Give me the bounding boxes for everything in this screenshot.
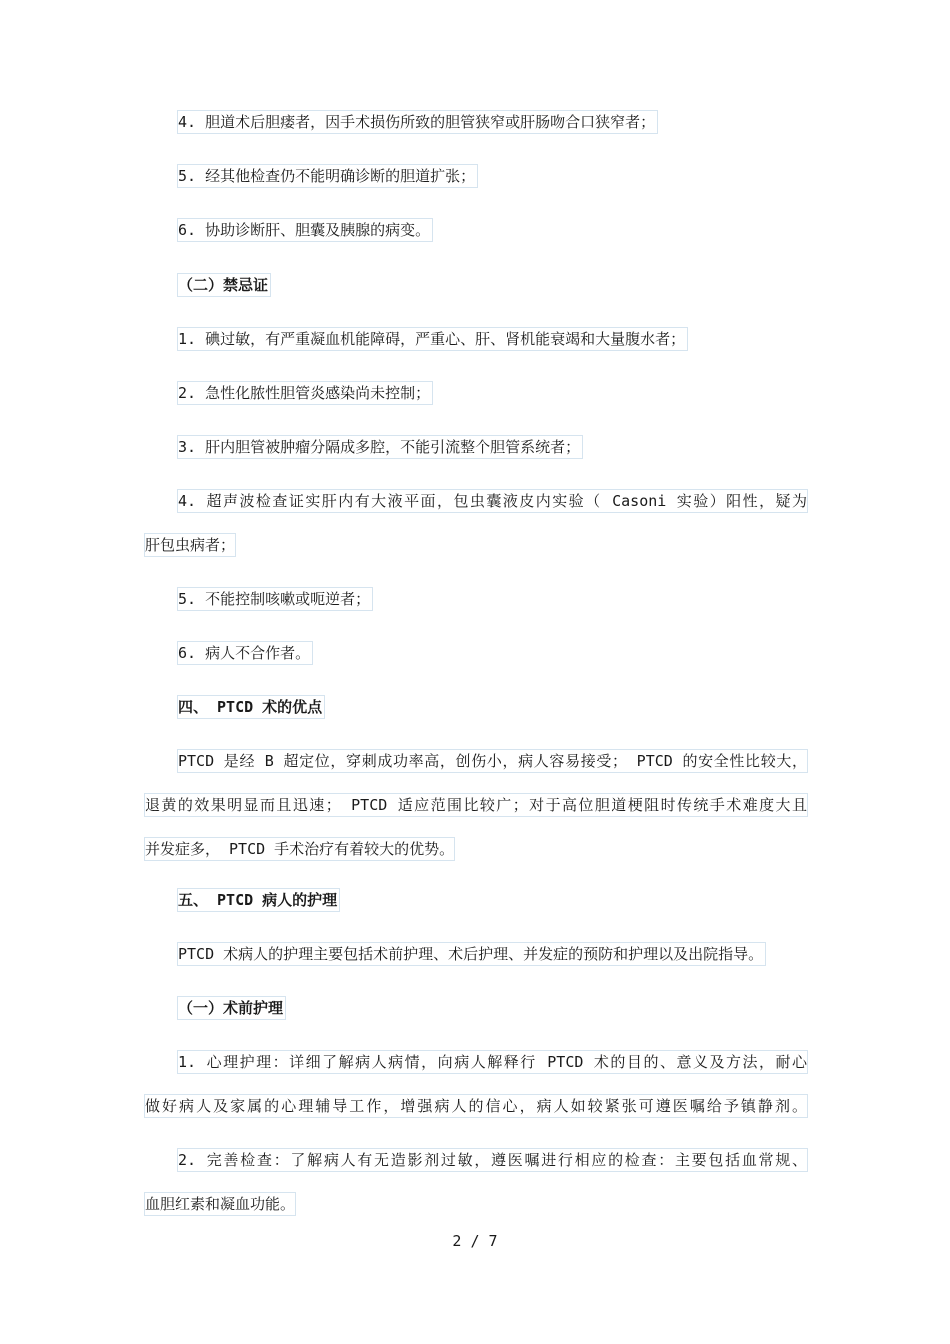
preop-item-2 xyxy=(144,1148,808,1214)
indication-item-5: 5. 经其他检查仍不能明确诊断的胆道扩张； xyxy=(177,164,478,188)
paragraph-line: 并发症多， PTCD 手术治疗有着较大的优势。 xyxy=(144,837,455,861)
contraindication-item-6: 6. 病人不合作者。 xyxy=(177,641,313,665)
preop-item-1 xyxy=(144,1050,808,1116)
section-heading-advantages: 四、 PTCD 术的优点 xyxy=(177,695,325,719)
section-heading-nursing: 五、 PTCD 病人的护理 xyxy=(177,888,340,912)
section-heading-contraindications: （二）禁忌证 xyxy=(177,273,271,297)
paragraph-line: 做好病人及家属的心理辅导工作，增强病人的信心，病人如较紧张可遵医嘱给予镇静剂。 xyxy=(144,1094,808,1118)
contraindication-item-3: 3. 肝内胆管被肿瘤分隔成多腔，不能引流整个胆管系统者； xyxy=(177,435,583,459)
contraindication-item-2: 2. 急性化脓性胆管炎感染尚未控制； xyxy=(177,381,433,405)
contraindication-item-1: 1. 碘过敏，有严重凝血机能障碍，严重心、肝、肾机能衰竭和大量腹水者； xyxy=(177,327,688,351)
advantages-paragraph xyxy=(144,749,808,859)
paragraph-line: 1. 心理护理：详细了解病人病情，向病人解释行 PTCD 术的目的、意义及方法，耐心 xyxy=(177,1050,808,1074)
paragraph-line: PTCD 是经 B 超定位，穿刺成功率高，创伤小，病人容易接受； PTCD 的安全性比较大， xyxy=(177,749,808,773)
paragraph-line: 肝包虫病者； xyxy=(144,533,236,557)
paragraph-line: 血胆红素和凝血功能。 xyxy=(144,1192,296,1216)
paragraph-line: 4. 超声波检查证实肝内有大液平面，包虫囊液皮内实验（ Casoni 实验）阳性，疑为 xyxy=(177,489,808,513)
indication-item-6: 6. 协助诊断肝、胆囊及胰腺的病变。 xyxy=(177,218,433,242)
paragraph-line: 2. 完善检查：了解病人有无造影剂过敏，遵医嘱进行相应的检查：主要包括血常规、 xyxy=(177,1148,808,1172)
section-heading-preop: （一）术前护理 xyxy=(177,996,286,1020)
indication-item-4: 4. 胆道术后胆瘘者，因手术损伤所致的胆管狭窄或肝肠吻合口狭窄者； xyxy=(177,110,658,134)
nursing-intro: PTCD 术病人的护理主要包括术前护理、术后护理、并发症的预防和护理以及出院指导。 xyxy=(177,942,766,966)
page-number: 2 / 7 xyxy=(452,1232,498,1250)
paragraph-line: 退黄的效果明显而且迅速； PTCD 适应范围比较广；对于高位胆道梗阻时传统手术难度大且 xyxy=(144,793,808,817)
contraindication-item-5: 5. 不能控制咳嗽或呃逆者； xyxy=(177,587,373,611)
contraindication-item-4 xyxy=(144,489,808,555)
